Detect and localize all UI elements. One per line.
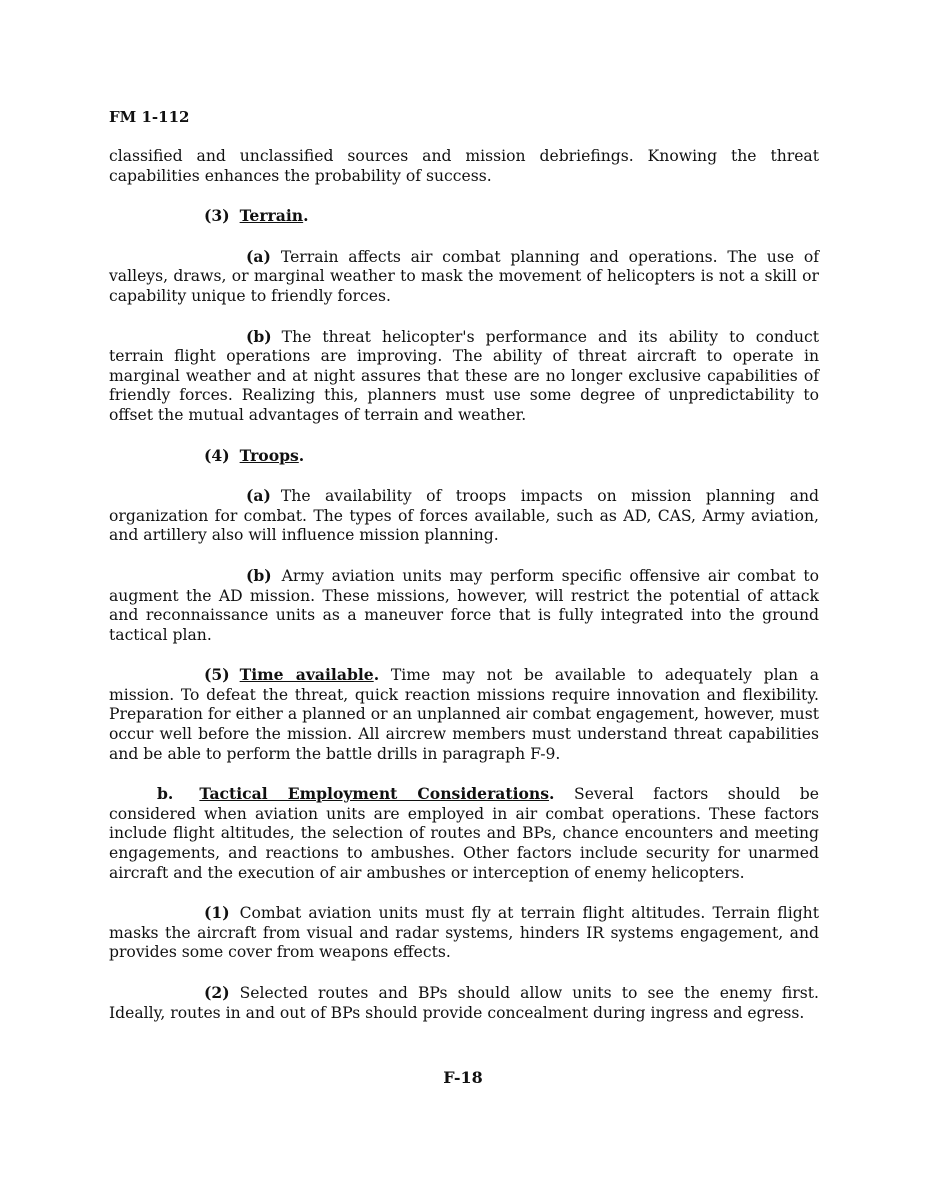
time-available-paragraph: (5) Time available. Time may not be available to adequately plan a mission. To defeat the threat, quick reaction missions require innovation and flexibility. Preparation for either a planned or an unplanned air combat engagement, however, must occur well before the mission. All aircrew members must understand threat capabilities and be able to perform the battle drills in paragraph F-9. bbox=[109, 665, 819, 763]
time-available-label: (5) bbox=[204, 665, 230, 685]
terrain-b-paragraph bbox=[109, 327, 819, 426]
troops-a-text: The availability of troops impacts on mission planning and organization for combat. The types of forces available, such as AD, CAS, Army aviation, and artillery also will influence mission planning. bbox=[109, 487, 819, 545]
troops-label: (4) bbox=[204, 445, 230, 465]
tactical-1-label: (1) bbox=[204, 903, 230, 923]
troops-heading: (4) Troops. bbox=[204, 445, 305, 465]
body-text bbox=[109, 147, 819, 1023]
tactical-1-paragraph bbox=[109, 903, 819, 963]
terrain-title: Terrain bbox=[239, 206, 304, 226]
tactical-text: Several factors should be considered when aviation units are employed in air combat operations. These factors include flight altitudes, the selection of routes and BPs, chance encounters and meeting engagements, and reactions to ambushes. Other factors include security for unarmed aircraft and the execution of air ambushes or interception of enemy helicopters. bbox=[109, 785, 819, 882]
time-available-title: Time available bbox=[239, 665, 374, 685]
terrain-b-label: (b) bbox=[246, 326, 272, 346]
terrain-label: (3) bbox=[204, 206, 230, 226]
tactical-2-text: Selected routes and BPs should allow units to see the enemy first. Ideally, routes in and out of BPs should provide concealment during ingress and egress. bbox=[109, 984, 819, 1022]
troops-b-paragraph bbox=[109, 566, 819, 645]
tactical-title: Tactical Employment Considerations bbox=[199, 784, 550, 804]
document-id: FM 1-112 bbox=[109, 108, 190, 126]
tactical-paragraph: b. Tactical Employment Considerations. Several factors should be considered when aviation units are employed in air combat operations. These factors include flight altitudes, the selection of routes and BPs, chance encounters and meeting engagements, and reactions to ambushes. Other factors include security for unarmed aircraft and the execution of air ambushes or interception of enemy helicopters. bbox=[109, 784, 819, 882]
troops-a-label: (a) bbox=[246, 486, 271, 506]
tactical-2-label: (2) bbox=[204, 983, 230, 1002]
terrain-heading: (3) Terrain. bbox=[204, 206, 309, 226]
troops-b-label: (b) bbox=[246, 565, 272, 585]
terrain-a-label: (a) bbox=[246, 246, 271, 266]
terrain-a-paragraph bbox=[109, 247, 819, 307]
tactical-1-text: Combat aviation units must fly at terrain flight altitudes. Terrain flight masks the aircraft from visual and radar systems, hinders IR systems engagement, and provides some cover from weapons effects. bbox=[109, 904, 819, 962]
terrain-a-text: Terrain affects air combat planning and operations. The use of valleys, draws, or marginal weather to mask the movement of helicopters is not a skill or capability unique to friendly forces. bbox=[109, 247, 819, 305]
troops-a-paragraph bbox=[109, 486, 819, 546]
tactical-2-paragraph bbox=[109, 983, 819, 1023]
troops-b-text: Army aviation units may perform specific offensive air combat to augment the AD mission. These missions, however, will restrict the potential of attack and reconnaissance units as a maneuver force that is fully integrated into the ground tactical plan. bbox=[109, 566, 819, 644]
troops-title: Troops bbox=[239, 445, 299, 465]
tactical-label: b. bbox=[157, 784, 174, 804]
page-number: F-18 bbox=[443, 1068, 483, 1087]
time-available-text: Time may not be available to adequately plan a mission. To defeat the threat, quick reaction missions require innovation and flexibility. Preparation for either a planned or an unplanned air combat engagement, however, must occur well before the mission. All aircrew members must understand threat capabilities and be able to perform the battle drills in paragraph F-9. bbox=[109, 666, 819, 763]
intro-paragraph: classified and unclassified sources and mission debriefings. Knowing the threat capabilities enhances the probability of success. bbox=[109, 147, 819, 185]
terrain-b-text: The threat helicopter's performance and its ability to conduct terrain flight operations are improving. The ability of threat aircraft to operate in marginal weather and at night assures that these are no longer exclusive capabilities of friendly forces. Realizing this, planners must use some degree of unpredictability to offset the mutual advantages of terrain and weather. bbox=[109, 327, 819, 424]
